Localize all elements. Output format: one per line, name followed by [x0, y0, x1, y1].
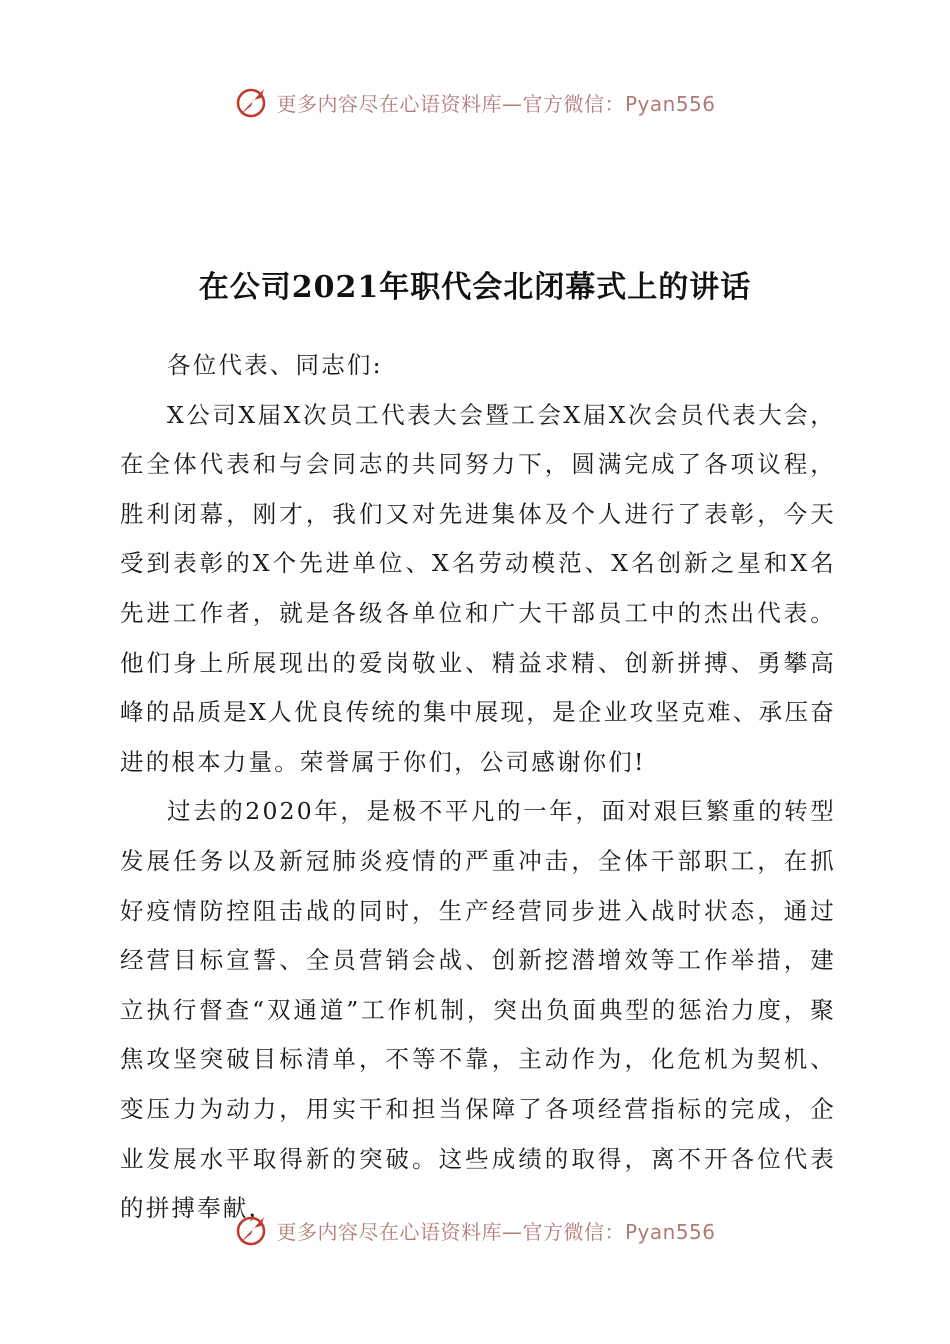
header-banner-text: 更多内容尽在心语资料库—官方微信：Pyan556 [276, 91, 716, 116]
document-title: 在公司2021年职代会北闭幕式上的讲话 [198, 270, 752, 305]
footer-wechat-id: Pyan556 [624, 1219, 716, 1244]
footer-banner-text: 更多内容尽在心语资料库—官方微信：Pyan556 [276, 1219, 716, 1244]
header-wechat-id: Pyan556 [624, 91, 716, 116]
footer-banner [0, 1210, 950, 1250]
paragraph-2: 过去的2020年，是极不平凡的一年，面对艰巨繁重的转型发展任务以及新冠肺炎疫情的严重冲击，全体干部职工，在抓好疫情防控阻击战的同时，生产经营同步进入战时状态，通过经营目标宣誓、全员营销会战、创新挖潜增效等工作举措，建立执行督查“双通道”工作机制，突出负面典型的惩治力度，聚焦攻坚突破目标清单，不等不靠，主动作为，化危机为契机、变压力为动力，用实干和担当保障了各项经营指标的完成，企业发展水平取得新的突破。这些成绩的取得，离不开各位代表的拼搏奉献， [120, 797, 836, 1223]
paragraph-1: X公司X届X次员工代表大会暨工会X届X次会员代表大会，在全体代表和与会同志的共同努力下，圆满完成了各项议程，胜利闭幕，刚才，我们又对先进集体及个人进行了表彰，今天受到表彰的X个先进单位、X名劳动模范、X名创新之星和X名先进工作者，就是各级各单位和广大干部员工中的杰出代表。他们身上所展现出的爱岗敬业、精益求精、创新拼搏、勇攀高峰的品质是X人优良传统的集中展现，是企业攻坚克难、承压奋进的根本力量。荣誉属于你们，公司感谢你们! [120, 400, 836, 776]
document-body [120, 341, 836, 1234]
quill-logo-icon [234, 1212, 270, 1248]
header-banner [0, 82, 950, 122]
salutation: 各位代表、同志们: [167, 351, 383, 379]
quill-logo-icon [234, 84, 270, 120]
